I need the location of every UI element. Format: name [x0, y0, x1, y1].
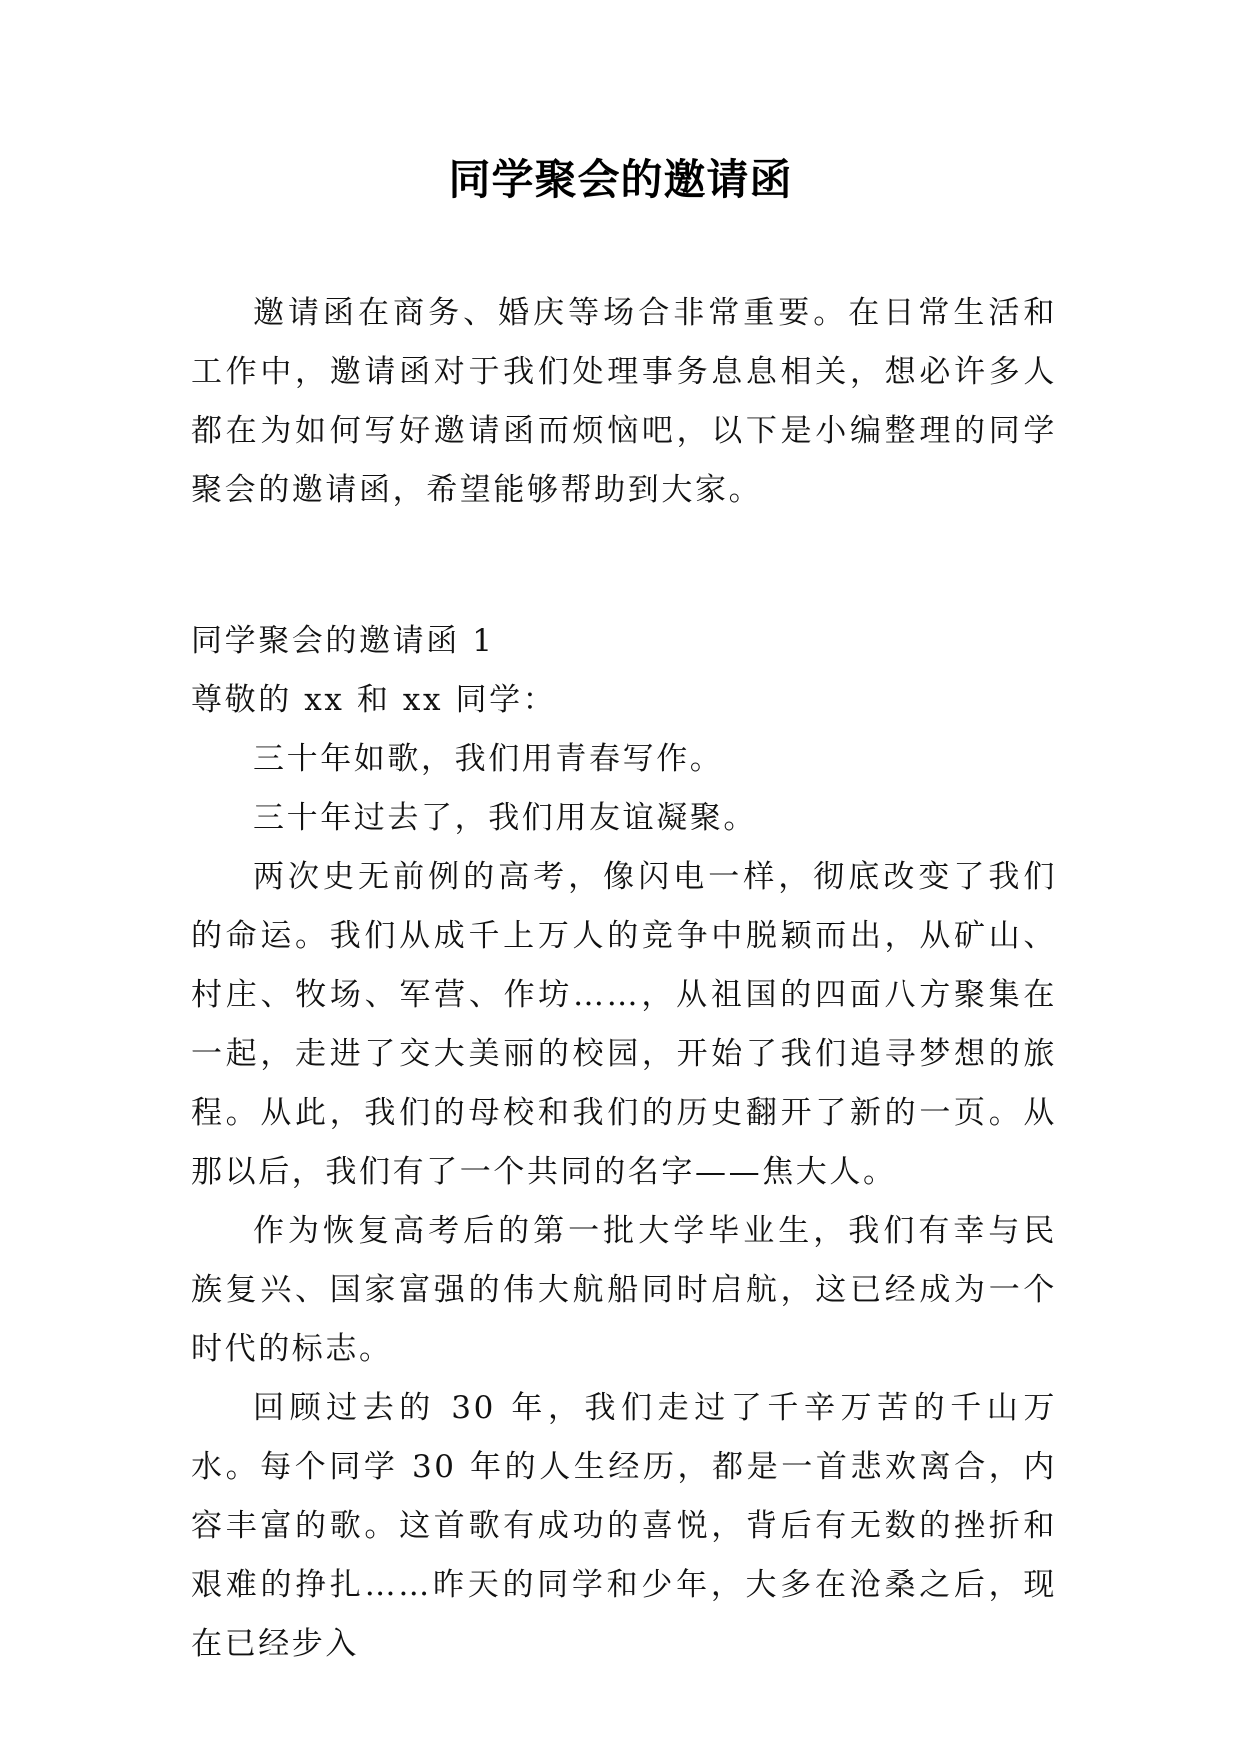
- body-paragraph: 回顾过去的 30 年，我们走过了千辛万苦的千山万水。每个同学 30 年的人生经历，都是一首悲欢离合，内容丰富的歌。这首歌有成功的喜悦，背后有无数的挫折和艰难的挣扎……昨天的同学和少年，大多在沧桑之后，现在已经步入: [191, 1390, 1057, 1662]
- body-paragraph: 三十年过去了，我们用友谊凝聚。: [253, 800, 757, 836]
- salutation: 尊敬的 xx 和 xx 同学：: [191, 682, 557, 718]
- body-paragraph: 作为恢复高考后的第一批大学毕业生，我们有幸与民族复兴、国家富强的伟大航船同时启航，这已经成为一个时代的标志。: [191, 1213, 1057, 1367]
- document-title: 同学聚会的邀请函: [448, 155, 793, 204]
- document-body: [191, 284, 1057, 1674]
- section-heading: 同学聚会的邀请函 1: [191, 623, 495, 659]
- intro-paragraph: 邀请函在商务、婚庆等场合非常重要。在日常生活和工作中，邀请函对于我们处理事务息息相关，想必许多人都在为如何写好邀请函而烦恼吧，以下是小编整理的同学聚会的邀请函，希望能够帮助到大家。: [191, 295, 1057, 508]
- paragraph-gap: [191, 520, 1057, 612]
- body-paragraph: 三十年如歌，我们用青春写作。: [253, 741, 724, 777]
- body-paragraph: 两次史无前例的高考，像闪电一样，彻底改变了我们的命运。我们从成千上万人的竞争中脱颖而出，从矿山、村庄、牧场、军营、作坊……，从祖国的四面八方聚集在一起，走进了交大美丽的校园，开始了我们追寻梦想的旅程。从此，我们的母校和我们的历史翻开了新的一页。从那以后，我们有了一个共同的名字——焦大人。: [191, 859, 1057, 1190]
